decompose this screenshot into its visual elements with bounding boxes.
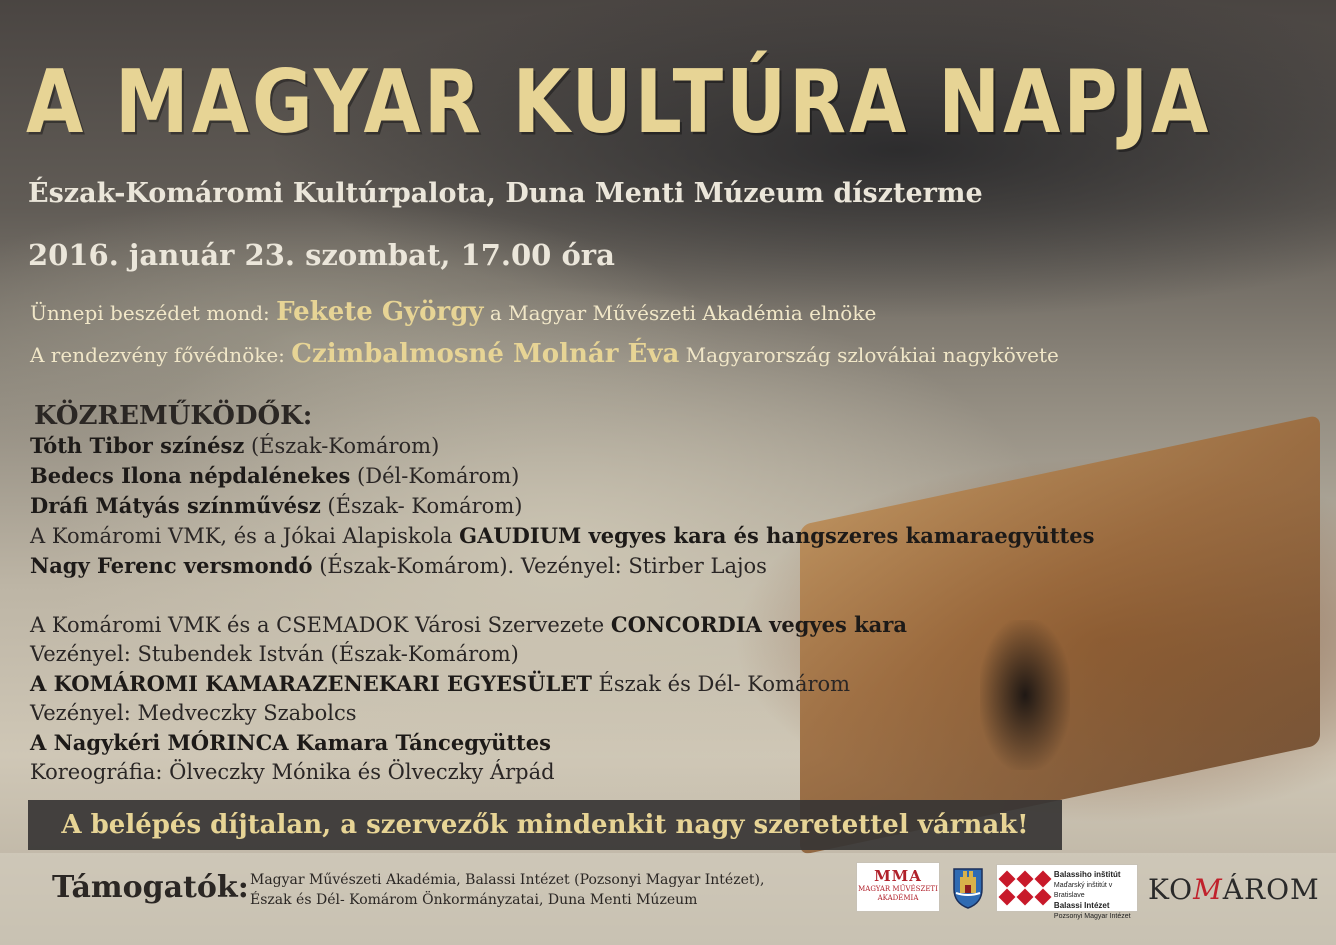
speech-suffix: a Magyar Művészeti Akadémia elnöke <box>483 301 877 325</box>
contributors-list <box>30 402 1094 787</box>
balassi-text: Balassiho inštitút Maďarský inštitút v Bratislave Balassi Intézet Pozsonyi Magyar Intézet <box>1053 870 1131 920</box>
mma-logo <box>856 862 940 912</box>
contributor-line: Nagy Ferenc versmondó (Észak-Komárom). Vezényel: Stirber Lajos <box>30 553 767 578</box>
komarom-logo: KOMÁROM <box>1148 873 1320 906</box>
speaker-name: Fekete György <box>276 297 484 327</box>
contributor-line: Bedecs Ilona népdalénekes (Dél-Komárom) <box>30 463 520 488</box>
venue: Észak-Komáromi Kultúrpalota, Duna Menti Múzeum díszterme <box>28 178 983 209</box>
contributor-line: Vezényel: Medveczky Szabolcs <box>30 701 357 725</box>
poster-title: A MAGYAR KULTÚRA NAPJA <box>26 52 1212 154</box>
banner-text: A belépés díjtalan, a szervezők mindenkit nagy szeretettel várnak! <box>61 810 1029 840</box>
contributor-line: Dráfi Mátyás színművész (Észak- Komárom) <box>30 493 523 518</box>
contributor-line: Koreográfia: Ölveczky Mónika és Ölveczky Árpád <box>30 760 555 784</box>
supporters-line: Magyar Művészeti Akadémia, Balassi Intézet (Pozsonyi Magyar Intézet), <box>250 872 765 888</box>
balassi-pattern-icon <box>997 865 1054 911</box>
contributor-line: Vezényel: Stubendek István (Észak-Komárom) <box>30 642 519 666</box>
mma-line: AKADÉMIA <box>877 894 919 902</box>
patron-line <box>30 339 1059 369</box>
komarom-crest-icon <box>952 863 984 909</box>
supporters-line: Észak és Dél- Komárom Önkormányzatai, Duna Menti Múzeum <box>250 892 698 908</box>
free-entry-banner <box>28 800 1062 850</box>
mma-line: MAGYAR MŰVÉSZETI <box>858 885 938 893</box>
patron-name: Czimbalmosné Molnár Éva <box>291 339 680 369</box>
contributor-line: A Komáromi VMK, és a Jókai Alapiskola GAUDIUM vegyes kara és hangszeres kamaraegyüttes <box>30 523 1095 548</box>
speech-line <box>30 297 876 327</box>
mma-mark: MMA <box>874 867 922 885</box>
contributor-line: A Komáromi VMK és a CSEMADOK Városi Szervezete CONCORDIA vegyes kara <box>30 612 907 637</box>
patron-prefix: A rendezvény fővédnöke: <box>30 343 292 367</box>
contributor-line: A KOMÁROMI KAMARAZENEKARI EGYESÜLET Észak és Dél- Komárom <box>30 671 851 696</box>
speech-prefix: Ünnepi beszédet mond: <box>30 301 277 325</box>
contributor-line: Tóth Tibor színész (Észak-Komárom) <box>30 433 440 458</box>
contributors-heading: KÖZREMŰKÖDŐK: <box>34 401 313 431</box>
contributor-line: A Nagykéri MÓRINCA Kamara Táncegyüttes <box>30 730 551 755</box>
spacer <box>30 581 1094 610</box>
supporters-text <box>250 870 764 910</box>
event-date: 2016. január 23. szombat, 17.00 óra <box>28 238 615 272</box>
patron-suffix: Magyarország szlovákiai nagykövete <box>679 343 1059 367</box>
balassi-logo <box>996 864 1138 920</box>
supporters-label: Támogatók: <box>52 870 249 905</box>
